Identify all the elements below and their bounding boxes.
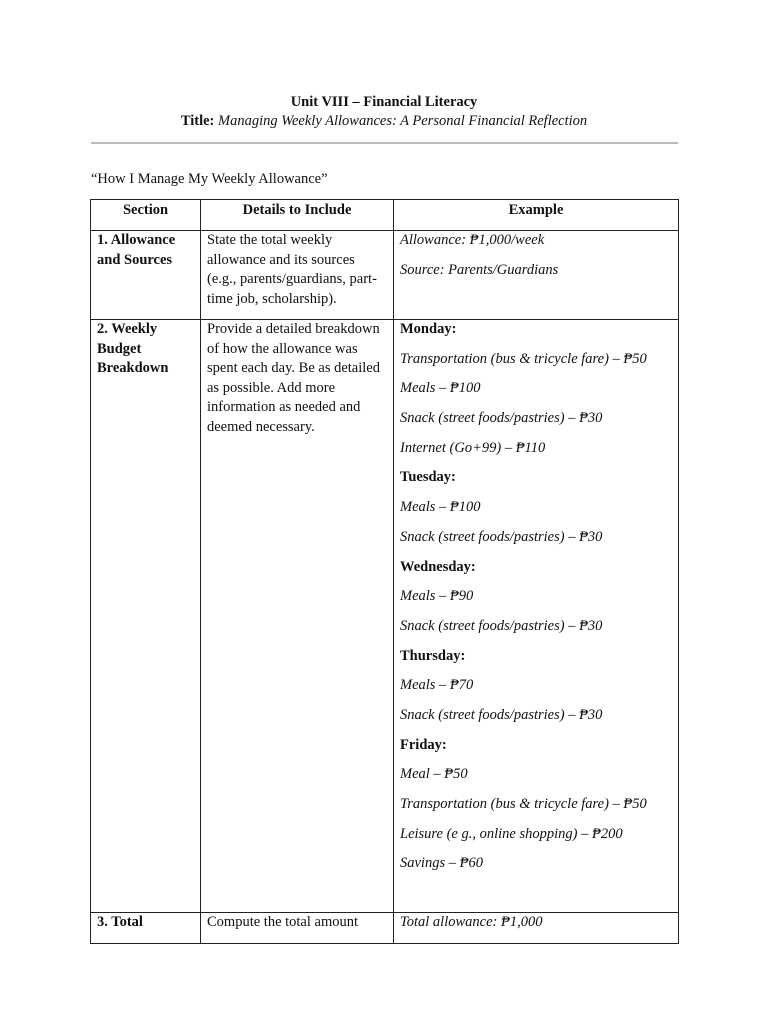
example-line: Transportation (bus & tricycle fare) – ₱50 xyxy=(400,796,647,812)
example-line: Source: Parents/Guardians xyxy=(400,261,559,278)
example-line: Internet (Go+99) – ₱110 xyxy=(400,439,546,456)
allowance-table xyxy=(90,199,679,944)
example-line: Total allowance: ₱1,000 xyxy=(400,914,543,930)
example-line: Transportation (bus & tricycle fare) – ₱50 xyxy=(400,350,647,367)
day-heading: Wednesday: xyxy=(400,558,476,575)
document-title xyxy=(0,113,768,130)
example-line: Allowance: ₱1,000/week xyxy=(400,232,545,248)
title-label: Title: xyxy=(180,113,215,129)
example-line: Snack (street foods/pastries) – ₱30 xyxy=(400,706,603,723)
day-heading: Thursday: xyxy=(400,647,466,664)
column-header-section: Section xyxy=(91,200,201,231)
table-row xyxy=(91,320,679,913)
worksheet-prompt: “How I Manage My Weekly Allowance” xyxy=(91,171,328,187)
section-cell: 1. Allowance and Sources xyxy=(91,231,201,320)
column-header-details: Details to Include xyxy=(201,200,394,231)
day-heading: Monday: xyxy=(400,321,457,337)
section-cell: 2. Weekly Budget Breakdown xyxy=(91,320,201,913)
title-text: Managing Weekly Allowances: A Personal Financial Reflection xyxy=(218,113,588,129)
example-line: Savings – ₱60 xyxy=(400,855,483,872)
details-cell: Provide a detailed breakdown of how the allowance was spent each day. Be as detailed as possible. Add more information as needed and deemed necessary. xyxy=(201,320,394,913)
details-cell: State the total weekly allowance and its sources (e.g., parents/guardians, part-time job, scholarship). xyxy=(201,231,394,320)
unit-heading: Unit VIII – Financial Literacy xyxy=(290,94,478,110)
example-line: Meals – ₱100 xyxy=(400,499,481,516)
day-heading: Friday: xyxy=(400,736,447,753)
section-cell: 3. Total xyxy=(91,913,201,944)
example-cell xyxy=(394,231,679,320)
example-line: Snack (street foods/pastries) – ₱30 xyxy=(400,617,603,634)
example-line: Meals – ₱90 xyxy=(400,588,474,605)
example-line: Meals – ₱100 xyxy=(400,380,481,397)
table-header-row xyxy=(91,200,679,231)
example-cell xyxy=(394,913,679,944)
column-header-example: Example xyxy=(394,200,679,231)
details-cell: Compute the total amount xyxy=(201,913,394,944)
example-cell xyxy=(394,320,679,913)
example-line: Meal – ₱50 xyxy=(400,766,468,783)
example-line: Snack (street foods/pastries) – ₱30 xyxy=(400,410,603,427)
table-row xyxy=(91,913,679,944)
example-line: Leisure (e g., online shopping) – ₱200 xyxy=(400,825,623,842)
table-row xyxy=(91,231,679,320)
day-heading: Tuesday: xyxy=(400,469,456,486)
example-line: Snack (street foods/pastries) – ₱30 xyxy=(400,528,603,545)
horizontal-divider xyxy=(91,142,678,144)
example-line: Meals – ₱70 xyxy=(400,677,474,694)
